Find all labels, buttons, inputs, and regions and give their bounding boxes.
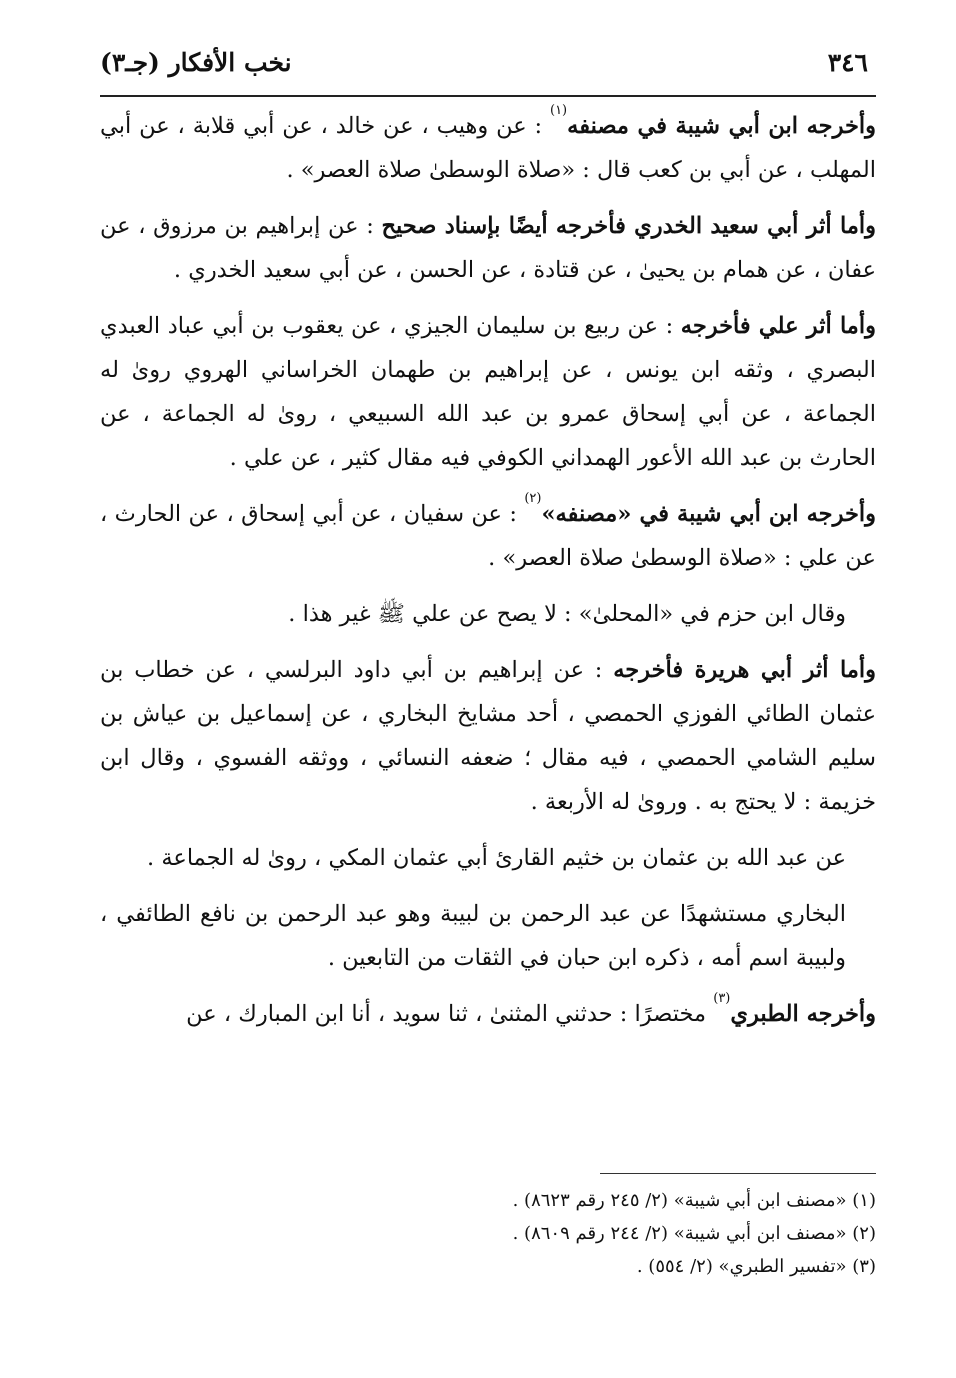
- main-text: [100, 104, 876, 1048]
- paragraph: وقال ابن حزم في «المحلىٰ» : لا يصح عن علي ﷺ غير هذا .: [288, 601, 846, 627]
- paragraph: البخاري مستشهدًا عن عبد الرحمن بن لبيبة وهو عبد الرحمن بن نافع الطائفي ، ولبيبة اسم أمه ، ذكره ابن حبان في الثقات من التابعين .: [100, 901, 846, 971]
- paragraph: وأما أثر أبي هريرة فأخرجه : عن إبراهيم بن أبي داود البرلسي ، عن خطاب بن عثمان الطائي الفوزي الحمصي ، أحد مشايخ البخاري ، عن إسماعيل بن عياش بن سليم الشامي الحمصي ، فيه مقال ؛ ضعفه النسائي ، ووثقه الفسوي ، وقال ابن خزيمة : لا يحتج به . وروىٰ له الأربعة .: [100, 657, 877, 815]
- page-header: [100, 44, 876, 92]
- running-title: نخب الأفكار (جـ٣): [100, 48, 292, 77]
- paragraph: وأخرجه الطبري$^{(٣)}$ مختصرًا : حدثني المثنىٰ ، ثنا سويد ، أنا ابن المبارك ، عن: [186, 991, 876, 1027]
- footnote-rule: [600, 1173, 876, 1174]
- paragraph: وأخرجه ابن أبي شيبة في مصنفه$^{(١)}$ : عن وهيب ، عن خالد ، عن أبي قلابة ، عن أبي المهلب ، عن أبي بن كعب قال : «صلاة الوسطىٰ صلاة العصر» .: [100, 103, 877, 183]
- footnotes: [100, 1184, 876, 1283]
- footnote: (٣) «تفسير الطبري» (٢/ ٥٥٤) .: [636, 1256, 876, 1277]
- footnote: (٢) «مصنف ابن أبي شيبة» (٢/ ٢٤٤ رقم ٨٦٠٩) .: [512, 1223, 876, 1244]
- header-rule: [100, 95, 876, 97]
- paragraph: وأخرجه ابن أبي شيبة في «مصنفه»$^{(٢)}$ : عن سفيان ، عن أبي إسحاق ، عن الحارث ، عن علي : «صلاة الوسطىٰ صلاة العصر» .: [100, 491, 877, 571]
- paragraph: وأما أثر أبي سعيد الخدري فأخرجه أيضًا بإسناد صحيح : عن إبراهيم بن مرزوق ، عن عفان ، عن همام بن يحيىٰ ، عن قتادة ، عن الحسن ، عن أبي سعيد الخدري .: [100, 213, 876, 283]
- footnote: (١) «مصنف ابن أبي شيبة» (٢/ ٢٤٥ رقم ٨٦٢٣) .: [512, 1190, 876, 1211]
- paragraph: عن عبد الله بن عثمان بن خثيم القارئ أبي عثمان المكي ، روىٰ له الجماعة .: [147, 845, 846, 871]
- page-number: ٣٤٦: [827, 48, 868, 77]
- paragraph: وأما أثر علي فأخرجه : عن ربيع بن سليمان الجيزي ، عن يعقوب بن أبي عباد العبدي البصري ، وثقه ابن يونس ، عن إبراهيم بن طهمان الخراساني الهروي روىٰ له الجماعة ، عن أبي إسحاق عمرو بن عبد الله السبيعي ، روىٰ له الجماعة ، عن الحارث بن عبد الله الأعور الهمداني الكوفي فيه مقال كثير ، عن علي .: [100, 313, 876, 471]
